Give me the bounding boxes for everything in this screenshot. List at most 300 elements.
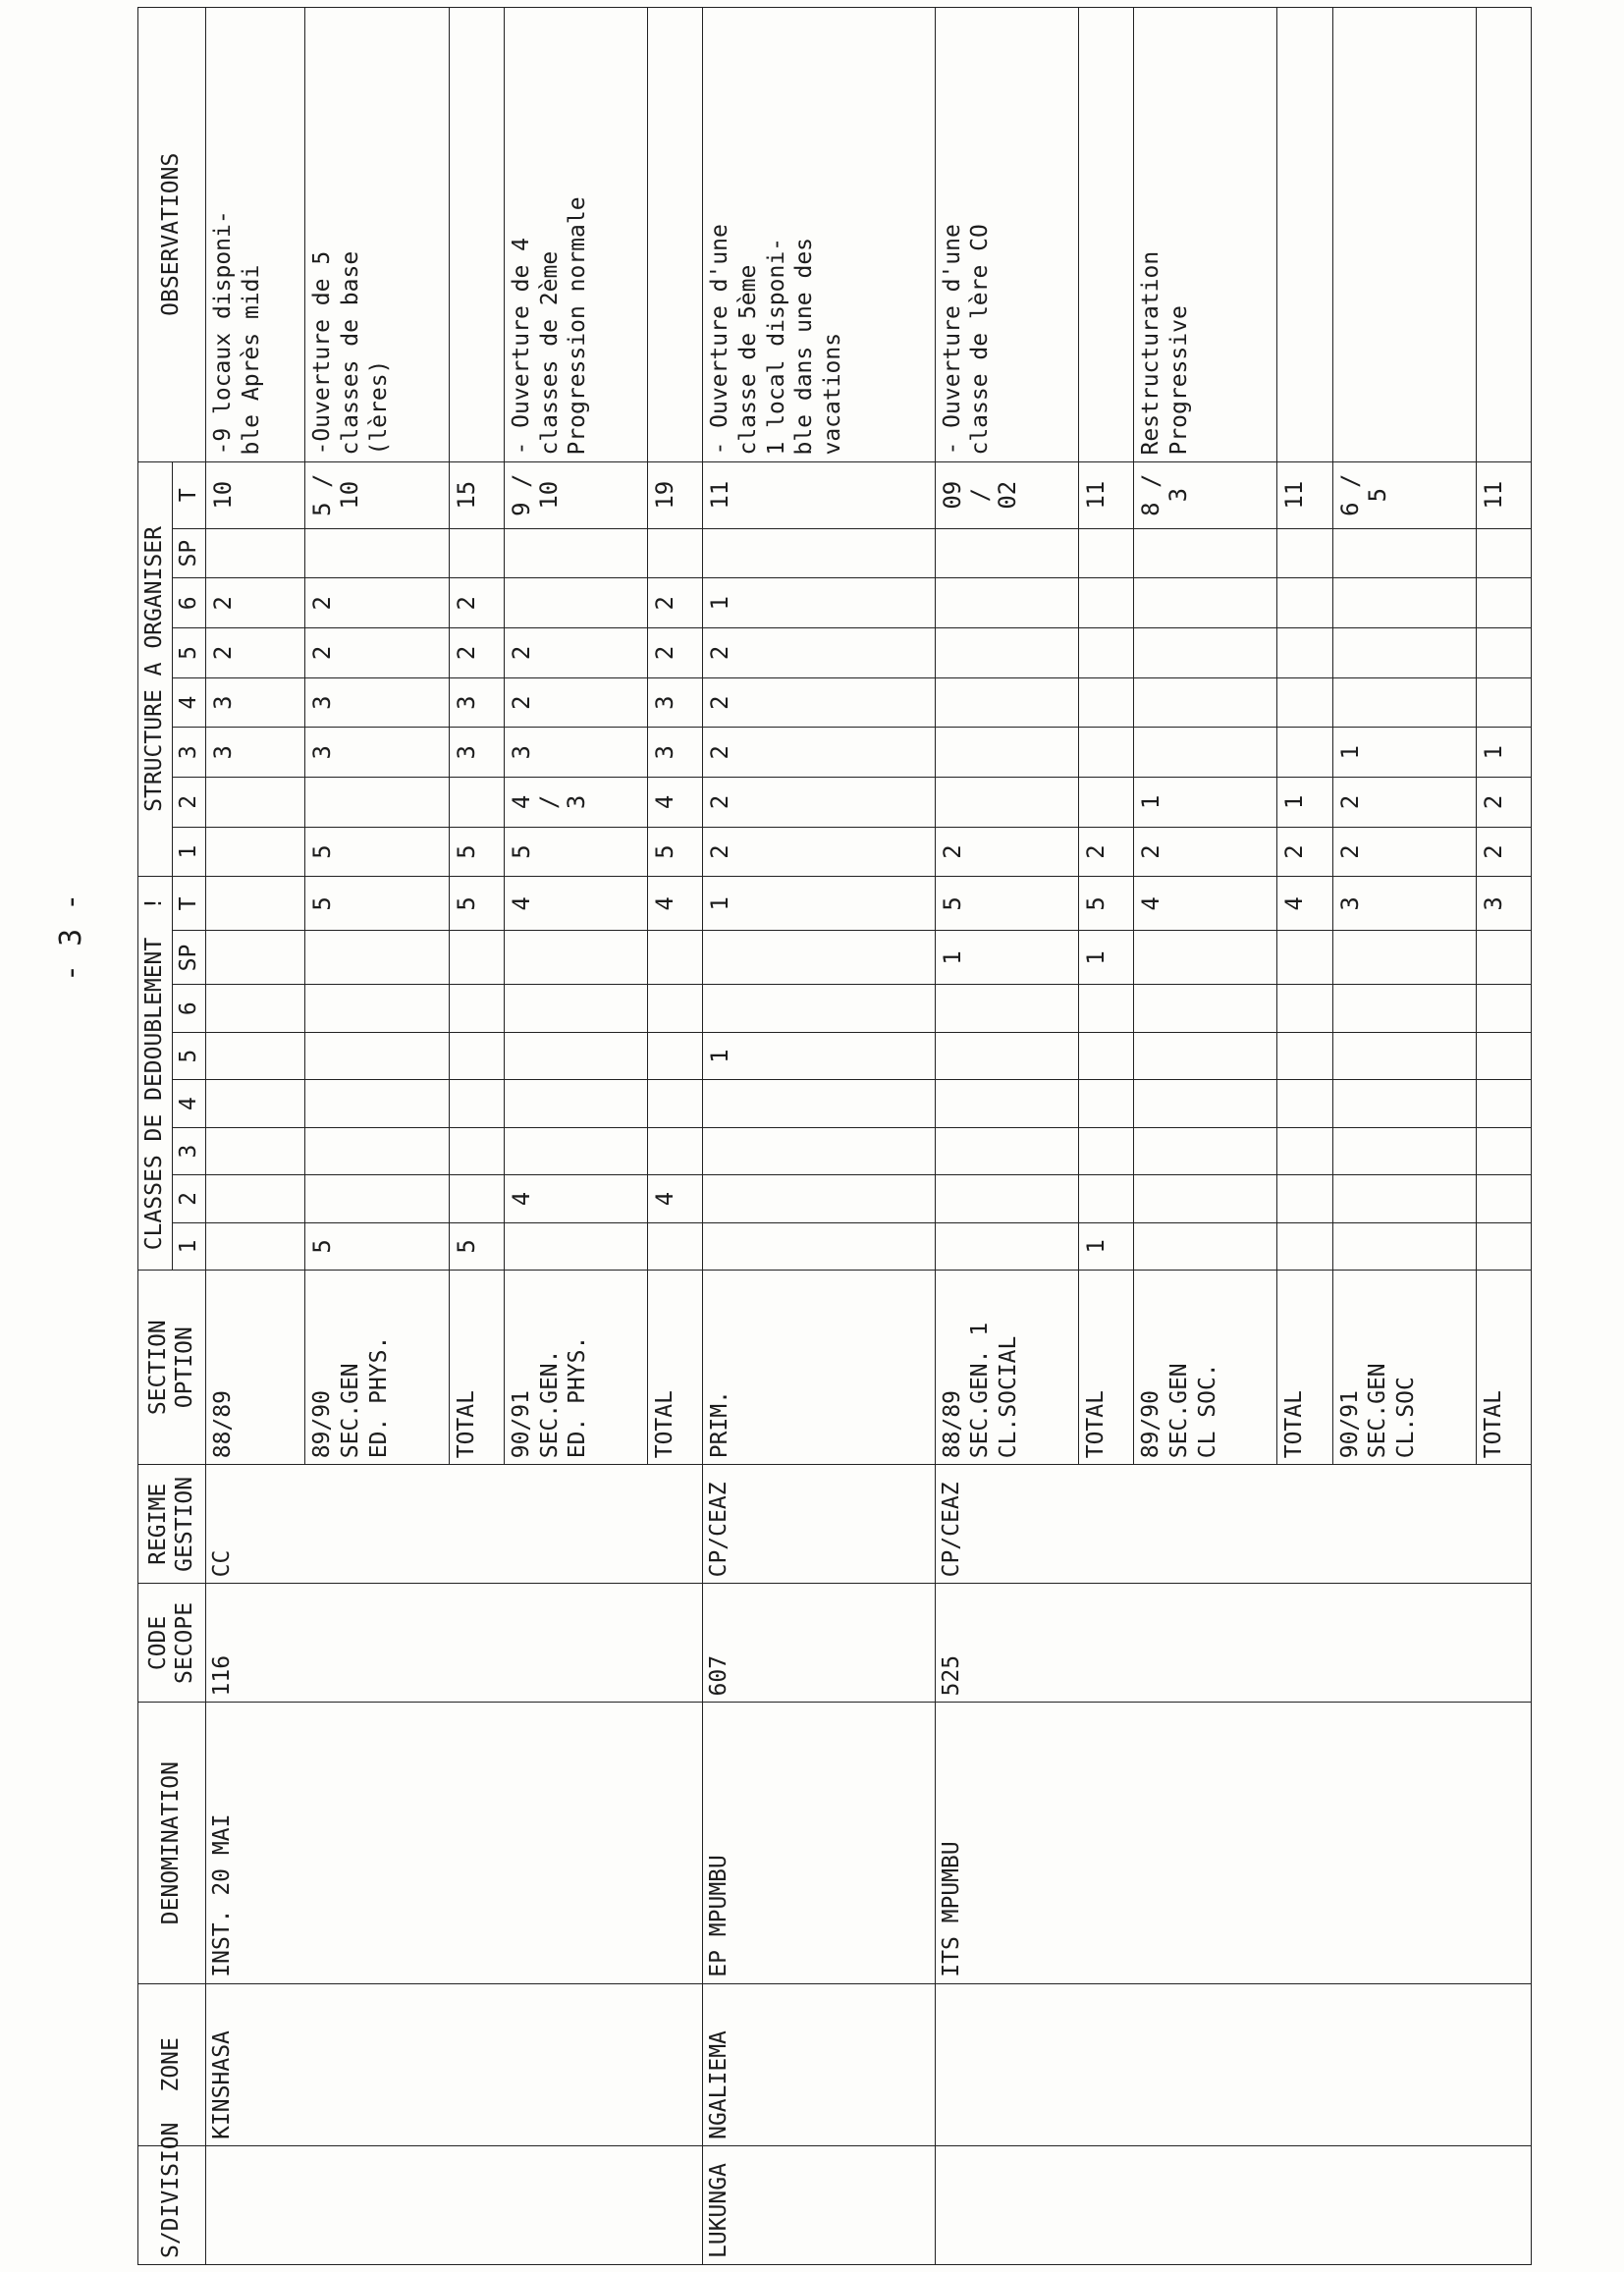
- dedoublement-value: [648, 985, 703, 1032]
- section-option-cell: [1134, 1271, 1277, 1465]
- section-option-cell: [504, 1271, 647, 1465]
- structure-value: 5: [504, 827, 647, 877]
- structure-value: 2: [1277, 827, 1332, 877]
- dedoublement-value: 4: [504, 877, 647, 931]
- observation-line: classe de lère CO: [967, 224, 994, 456]
- dedoublement-value: [305, 931, 449, 985]
- dedoublement-value: [935, 1032, 1078, 1079]
- structure-value: [935, 578, 1078, 628]
- str-subheader-2: 2: [172, 778, 206, 828]
- dedoublement-value: [449, 1032, 504, 1079]
- dedoublement-value: 4: [1277, 877, 1332, 931]
- ded-subheader-6: 6: [172, 985, 206, 1032]
- structure-value: 11: [1476, 461, 1531, 528]
- classes-dedoublement-header: CLASSES DE DEDOUBLEMENT !: [138, 877, 173, 1271]
- structure-value: 2: [449, 628, 504, 678]
- structure-value: [1476, 628, 1531, 678]
- structure-value: 4 / 3: [504, 778, 647, 828]
- observations-cell: [305, 8, 449, 462]
- observations-cell: [1476, 8, 1531, 462]
- structure-value: [1134, 578, 1277, 628]
- header-row-main: [138, 8, 173, 2265]
- section-option-cell: [449, 1271, 504, 1465]
- structure-value: 2: [703, 827, 936, 877]
- observation-line: 1 local disponi-: [763, 237, 789, 456]
- col-code-header: CODE SECOPE: [138, 1584, 206, 1703]
- dedoublement-value: [449, 1175, 504, 1222]
- dedoublement-value: [1277, 931, 1332, 985]
- dedoublement-value: [1134, 1175, 1277, 1222]
- structure-value: 1: [703, 578, 936, 628]
- structure-value: 15: [449, 461, 504, 528]
- dedoublement-value: [1332, 1127, 1476, 1174]
- structure-value: [1079, 728, 1134, 778]
- dedoublement-value: [935, 1080, 1078, 1127]
- structure-value: 2: [504, 677, 647, 728]
- structure-value: [1079, 528, 1134, 578]
- structure-value: 2: [703, 778, 936, 828]
- observation-line: Progressive: [1165, 305, 1192, 456]
- structure-value: 10: [206, 461, 305, 528]
- section-line: SEC.GEN.: [536, 1349, 563, 1459]
- ded-subheader-4: 4: [172, 1080, 206, 1127]
- str-subheader-5: 5: [172, 628, 206, 678]
- regime-cell: CC: [206, 1465, 703, 1584]
- structure-value: 11: [1277, 461, 1332, 528]
- structure-value: [1134, 628, 1277, 678]
- structure-value: 11: [703, 461, 936, 528]
- section-line: TOTAL: [453, 1390, 479, 1459]
- dedoublement-value: [935, 1175, 1078, 1222]
- regime-cell: CP/CEAZ: [703, 1465, 936, 1584]
- ded-subheader-1: 1: [172, 1222, 206, 1270]
- structure-value: 3: [206, 677, 305, 728]
- regime-cell: CP/CEAZ: [935, 1465, 1531, 1584]
- str-subheader-t: T: [172, 461, 206, 528]
- col-sdivision-header: S/DIVISION: [138, 2145, 206, 2264]
- observation-line: - Ouverture d'une: [939, 224, 965, 456]
- structure-value: [1277, 728, 1332, 778]
- section-line: TOTAL: [1281, 1390, 1308, 1459]
- dedoublement-value: [305, 985, 449, 1032]
- col-section-header: SECTION OPTION: [138, 1271, 206, 1465]
- zone-cell: KINSHASA: [206, 1983, 703, 2145]
- dedoublement-value: [1277, 1222, 1332, 1270]
- str-subheader-1: 1: [172, 827, 206, 877]
- ded-subheader-sp: SP: [172, 931, 206, 985]
- section-option-cell: [1476, 1271, 1531, 1465]
- dedoublement-value: [1134, 985, 1277, 1032]
- section-option-cell: [1332, 1271, 1476, 1465]
- dedoublement-value: [1332, 1222, 1476, 1270]
- dedoublement-value: [1476, 985, 1531, 1032]
- structure-value: [206, 778, 305, 828]
- structure-value: [1476, 677, 1531, 728]
- structure-value: 9 / 10: [504, 461, 647, 528]
- dedoublement-value: [449, 985, 504, 1032]
- section-option-cell: [935, 1271, 1078, 1465]
- section-option-cell: [703, 1271, 936, 1465]
- dedoublement-value: [206, 931, 305, 985]
- structure-value: 5: [305, 827, 449, 877]
- structure-value: 2: [703, 728, 936, 778]
- dedoublement-value: [305, 1032, 449, 1079]
- dedoublement-value: [1277, 985, 1332, 1032]
- code-cell: 607: [703, 1584, 936, 1703]
- structure-value: 2: [1079, 827, 1134, 877]
- section-option-cell: [648, 1271, 703, 1465]
- structure-value: [1277, 677, 1332, 728]
- sdivision-cell: LUKUNGA: [703, 2145, 936, 2264]
- dedoublement-value: [504, 931, 647, 985]
- observations-cell: [1277, 8, 1332, 462]
- table-row: [935, 8, 1078, 2265]
- dedoublement-value: [1134, 1032, 1277, 1079]
- observations-cell: [703, 8, 936, 462]
- ded-subheader-2: 2: [172, 1175, 206, 1222]
- dedoublement-value: [305, 1080, 449, 1127]
- observations-cell: [1079, 8, 1134, 462]
- dedoublement-value: 4: [648, 1175, 703, 1222]
- dedoublement-value: 1: [935, 931, 1078, 985]
- dedoublement-value: [1079, 1127, 1134, 1174]
- str-subheader-sp: SP: [172, 528, 206, 578]
- section-option-cell: [305, 1271, 449, 1465]
- observations-cell: [648, 8, 703, 462]
- structure-value: 19: [648, 461, 703, 528]
- dedoublement-value: 4: [1134, 877, 1277, 931]
- structure-value: 2: [648, 578, 703, 628]
- structure-value: 1: [1476, 728, 1531, 778]
- dedoublement-value: [1277, 1032, 1332, 1079]
- section-line: ED. PHYS.: [565, 1335, 591, 1459]
- dedoublement-value: [1476, 1080, 1531, 1127]
- dedoublement-value: [648, 931, 703, 985]
- observation-line: (lères): [365, 359, 392, 456]
- observation-line: ble dans une des: [791, 237, 818, 456]
- observation-line: - Ouverture d'une: [707, 224, 733, 456]
- observation-line: vacations: [820, 332, 846, 456]
- structure-value: [1277, 628, 1332, 678]
- structure-value: [648, 528, 703, 578]
- denomination-cell: EP MPUMBU: [703, 1703, 936, 1983]
- dedoublement-value: [1476, 1032, 1531, 1079]
- dedoublement-value: [206, 877, 305, 931]
- structure-value: [1079, 628, 1134, 678]
- observations-cell: [206, 8, 305, 462]
- section-line: 90/91: [1336, 1390, 1363, 1459]
- structure-value: 09 / 02: [935, 461, 1078, 528]
- ded-subheader-3: 3: [172, 1127, 206, 1174]
- dedoublement-value: [648, 1222, 703, 1270]
- col-denomination-header: DENOMINATION: [138, 1703, 206, 1983]
- structure-value: [1277, 578, 1332, 628]
- section-line: 88/89: [939, 1390, 965, 1459]
- structure-value: 2: [703, 628, 936, 678]
- dedoublement-value: [1476, 1127, 1531, 1174]
- dedoublement-value: [648, 1080, 703, 1127]
- zone-cell: [935, 1983, 1531, 2145]
- section-line: SEC.GEN. 1: [967, 1322, 994, 1459]
- dedoublement-value: [206, 1080, 305, 1127]
- structure-value: 3: [206, 728, 305, 778]
- structure-value: [449, 528, 504, 578]
- dedoublement-value: [1079, 1032, 1134, 1079]
- structure-value: [935, 677, 1078, 728]
- observations-cell: [449, 8, 504, 462]
- structure-value: 5: [648, 827, 703, 877]
- structure-value: 1: [1277, 778, 1332, 828]
- observation-line: -9 locaux disponi-: [210, 210, 237, 456]
- dedoublement-value: 3: [1332, 877, 1476, 931]
- structure-value: 3: [648, 677, 703, 728]
- col-regime-header: REGIME GESTION: [138, 1465, 206, 1584]
- dedoublement-value: [206, 1032, 305, 1079]
- section-line: PRIM.: [707, 1390, 733, 1459]
- structure-value: 2: [206, 628, 305, 678]
- sdivision-cell: [935, 2145, 1531, 2264]
- structure-value: [1079, 677, 1134, 728]
- dedoublement-value: 4: [648, 877, 703, 931]
- dedoublement-value: [449, 931, 504, 985]
- structure-value: 2: [1134, 827, 1277, 877]
- structure-value: 2: [305, 628, 449, 678]
- structure-value: 11: [1079, 461, 1134, 528]
- structure-value: 1: [1332, 728, 1476, 778]
- structure-value: [1079, 778, 1134, 828]
- structure-value: [305, 778, 449, 828]
- structure-value: 2: [305, 578, 449, 628]
- dedoublement-value: 1: [703, 877, 936, 931]
- section-line: SEC.GEN: [338, 1363, 364, 1459]
- structure-value: [935, 778, 1078, 828]
- section-line: CL.SOC: [1393, 1377, 1420, 1459]
- structure-value: [1332, 578, 1476, 628]
- dedoublement-value: [305, 1127, 449, 1174]
- section-line: CL SOC.: [1194, 1363, 1220, 1459]
- dedoublement-value: [504, 985, 647, 1032]
- dedoublement-value: [935, 1222, 1078, 1270]
- dedoublement-value: [1277, 1127, 1332, 1174]
- structure-value: 5: [449, 827, 504, 877]
- observation-line: -Ouverture de 5: [309, 250, 336, 456]
- section-line: TOTAL: [1480, 1390, 1506, 1459]
- rotated-table-sheet: [137, 7, 1532, 2265]
- sdivision-cell: [206, 2145, 703, 2264]
- str-subheader-4: 4: [172, 677, 206, 728]
- dedoublement-value: [1079, 1080, 1134, 1127]
- section-line: 90/91: [508, 1390, 534, 1459]
- observation-line: Progression normale: [565, 196, 591, 456]
- dedoublement-value: [305, 1175, 449, 1222]
- ded-subheader-5: 5: [172, 1032, 206, 1079]
- structure-value: 2: [1332, 778, 1476, 828]
- structure-value: [703, 528, 936, 578]
- dedoublement-value: [703, 1222, 936, 1270]
- structure-a-organiser-header: STRUCTURE A ORGANISER: [138, 461, 173, 877]
- structure-value: [504, 528, 647, 578]
- code-cell: 116: [206, 1584, 703, 1703]
- dedoublement-value: [648, 1127, 703, 1174]
- dedoublement-value: 5: [935, 877, 1078, 931]
- structure-value: [1079, 578, 1134, 628]
- structure-value: [1476, 528, 1531, 578]
- dedoublement-value: [504, 1032, 647, 1079]
- dedoublement-value: [206, 985, 305, 1032]
- dedoublement-value: [1134, 1080, 1277, 1127]
- table-body: [206, 8, 1532, 2265]
- dedoublement-value: [1134, 931, 1277, 985]
- observations-cell: [504, 8, 647, 462]
- structure-value: [1134, 677, 1277, 728]
- structure-value: [1332, 528, 1476, 578]
- dedoublement-value: 5: [305, 877, 449, 931]
- dedoublement-value: [1476, 931, 1531, 985]
- structure-value: 1: [1134, 778, 1277, 828]
- section-line: SEC.GEN: [1365, 1363, 1391, 1459]
- dedoublement-value: [1476, 1175, 1531, 1222]
- col-observations-header: OBSERVATIONS: [138, 8, 206, 462]
- denomination-cell: ITS MPUMBU: [935, 1703, 1531, 1983]
- dedoublement-value: [206, 1127, 305, 1174]
- structure-value: 2: [935, 827, 1078, 877]
- observation-line: classe de 5ème: [734, 264, 761, 456]
- dedoublement-value: 5: [449, 877, 504, 931]
- observation-line: classes de base: [338, 250, 364, 456]
- dedoublement-value: [1332, 1032, 1476, 1079]
- structure-value: 2: [206, 578, 305, 628]
- dedoublement-table: [137, 7, 1532, 2265]
- structure-value: 6 / 5: [1332, 461, 1476, 528]
- dedoublement-value: [703, 1127, 936, 1174]
- dedoublement-value: [1079, 985, 1134, 1032]
- structure-value: [1277, 528, 1332, 578]
- ded-subheader-t: T: [172, 877, 206, 931]
- dedoublement-value: [648, 1032, 703, 1079]
- dedoublement-value: [1277, 1080, 1332, 1127]
- dedoublement-value: [504, 1222, 647, 1270]
- section-line: 89/90: [309, 1390, 336, 1459]
- zone-cell: NGALIEMA: [703, 1983, 936, 2145]
- structure-value: 5 / 10: [305, 461, 449, 528]
- dedoublement-value: [703, 1080, 936, 1127]
- structure-value: [935, 528, 1078, 578]
- structure-value: 3: [305, 677, 449, 728]
- structure-value: 8 / 3: [1134, 461, 1277, 528]
- observation-line: - Ouverture de 4: [508, 237, 534, 456]
- structure-value: 4: [648, 778, 703, 828]
- section-line: TOTAL: [652, 1390, 678, 1459]
- structure-value: [1134, 528, 1277, 578]
- structure-value: 3: [305, 728, 449, 778]
- col-zone-header: ZONE: [138, 1983, 206, 2145]
- dedoublement-value: 1: [703, 1032, 936, 1079]
- dedoublement-value: [1277, 1175, 1332, 1222]
- dedoublement-value: [1332, 985, 1476, 1032]
- section-line: ED. PHYS.: [365, 1335, 392, 1459]
- section-line: 89/90: [1138, 1390, 1164, 1459]
- dedoublement-value: 1: [1079, 1222, 1134, 1270]
- section-line: TOTAL: [1083, 1390, 1110, 1459]
- structure-value: 3: [449, 677, 504, 728]
- section-option-cell: [1079, 1271, 1134, 1465]
- dedoublement-value: [206, 1222, 305, 1270]
- dedoublement-value: 4: [504, 1175, 647, 1222]
- dedoublement-value: 5: [305, 1222, 449, 1270]
- section-line: 88/89: [210, 1390, 237, 1459]
- structure-value: [206, 827, 305, 877]
- structure-value: [305, 528, 449, 578]
- dedoublement-value: 5: [1079, 877, 1134, 931]
- table-row: [703, 8, 936, 2265]
- section-option-cell: [206, 1271, 305, 1465]
- structure-value: 2: [703, 677, 936, 728]
- structure-value: [1332, 628, 1476, 678]
- structure-value: 3: [504, 728, 647, 778]
- dedoublement-value: [504, 1127, 647, 1174]
- structure-value: [206, 528, 305, 578]
- str-subheader-3: 3: [172, 728, 206, 778]
- structure-value: 2: [1476, 778, 1531, 828]
- dedoublement-value: [1134, 1127, 1277, 1174]
- str-subheader-6: 6: [172, 578, 206, 628]
- structure-value: [1332, 677, 1476, 728]
- section-option-cell: [1277, 1271, 1332, 1465]
- observations-cell: [935, 8, 1078, 462]
- structure-value: 3: [449, 728, 504, 778]
- dedoublement-value: [1134, 1222, 1277, 1270]
- observation-line: ble Après midi: [238, 264, 264, 456]
- structure-value: 2: [1476, 827, 1531, 877]
- dedoublement-value: 1: [1079, 931, 1134, 985]
- structure-value: [935, 728, 1078, 778]
- dedoublement-value: [935, 1127, 1078, 1174]
- dedoublement-value: [935, 985, 1078, 1032]
- structure-value: [1134, 728, 1277, 778]
- dedoublement-value: [1332, 1080, 1476, 1127]
- denomination-cell: INST. 20 MAI: [206, 1703, 703, 1983]
- observation-line: classes de 2ème: [536, 250, 563, 456]
- table-row: [206, 8, 305, 2265]
- dedoublement-value: [504, 1080, 647, 1127]
- dedoublement-value: [1332, 1175, 1476, 1222]
- structure-value: [1476, 578, 1531, 628]
- page-number: - 3 -: [54, 893, 88, 982]
- observation-line: Restructuration: [1138, 250, 1164, 456]
- dedoublement-value: [703, 1175, 936, 1222]
- observations-cell: [1134, 8, 1277, 462]
- structure-value: 2: [1332, 827, 1476, 877]
- structure-value: 2: [648, 628, 703, 678]
- dedoublement-value: [449, 1080, 504, 1127]
- dedoublement-value: 3: [1476, 877, 1531, 931]
- structure-value: [935, 628, 1078, 678]
- section-line: SEC.GEN: [1165, 1363, 1192, 1459]
- dedoublement-value: [1079, 1175, 1134, 1222]
- structure-value: [449, 778, 504, 828]
- dedoublement-value: [206, 1175, 305, 1222]
- structure-value: 3: [648, 728, 703, 778]
- dedoublement-value: 5: [449, 1222, 504, 1270]
- structure-value: 2: [504, 628, 647, 678]
- dedoublement-value: [1332, 931, 1476, 985]
- section-line: CL.SOCIAL: [996, 1335, 1022, 1459]
- code-cell: 525: [935, 1584, 1531, 1703]
- dedoublement-value: [703, 931, 936, 985]
- dedoublement-value: [703, 985, 936, 1032]
- structure-value: 2: [449, 578, 504, 628]
- dedoublement-value: [449, 1127, 504, 1174]
